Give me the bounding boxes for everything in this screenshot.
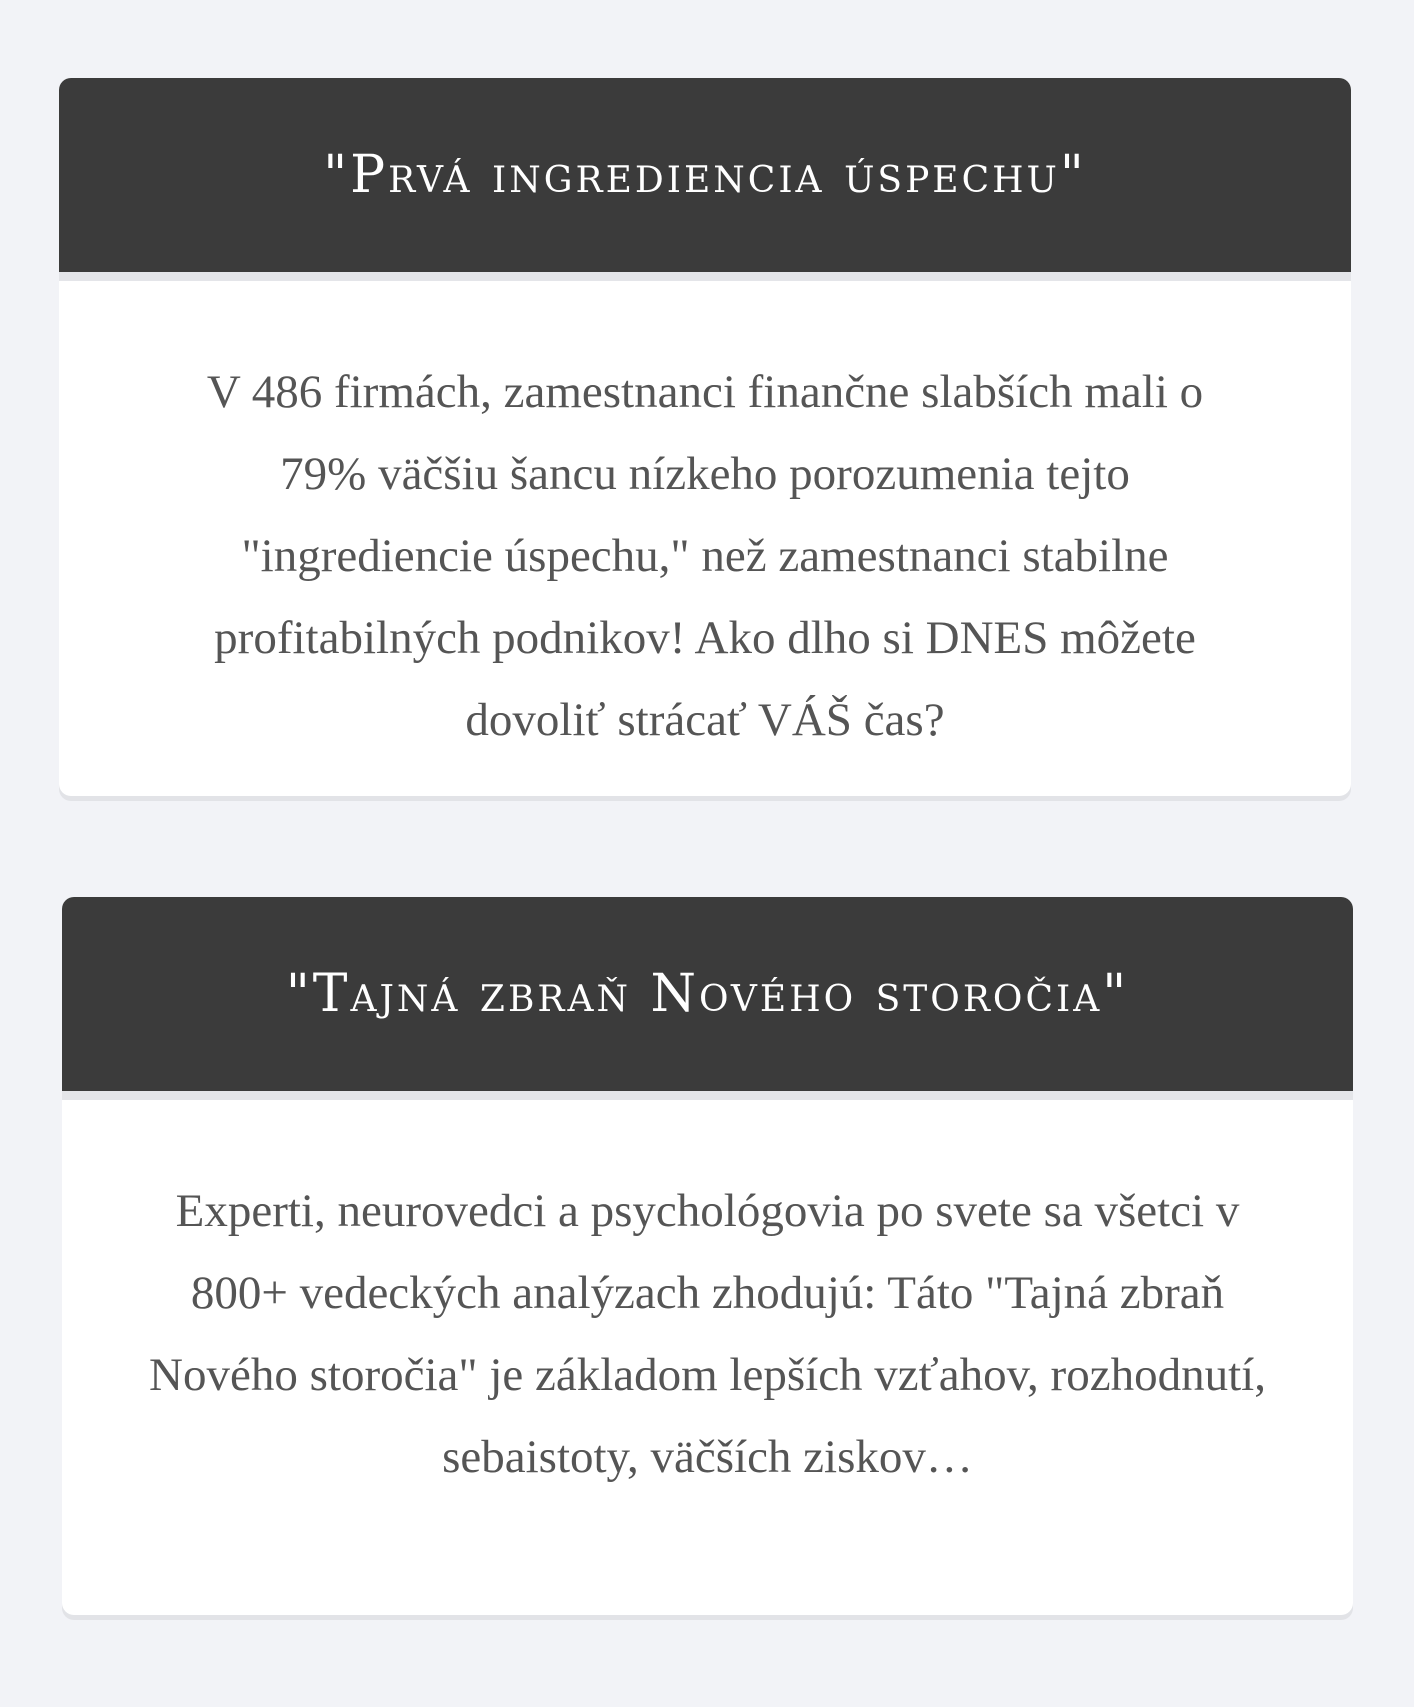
card-header	[59, 78, 1351, 281]
card-description: Experti, neurovedci a psychológovia po svete sa všetci v 800+ vedeckých analýzach zhodujú: Táto "Tajná zbraň Nového storočia" je základom lepších vzťahov, rozhodnutí, sebaistoty, väčších ziskov…	[149, 1185, 1266, 1483]
card-header	[62, 897, 1353, 1100]
card-title: "Tajná zbraň Nového storočia"	[285, 964, 1130, 1024]
info-card-success-ingredient	[59, 78, 1351, 796]
card-description: V 486 firmách, zamestnanci finančne slabších mali o 79% väčšiu šancu nízkeho porozumenia tejto "ingrediencie úspechu," než zamestnanci stabilne profitabilných podnikov! Ako dlho si DNES môžete dovoliť strácať VÁŠ čas?	[206, 366, 1204, 746]
card-title: "Prvá ingrediencia úspechu"	[323, 145, 1087, 205]
info-card-secret-weapon	[62, 897, 1353, 1615]
card-body	[59, 281, 1351, 761]
card-body	[62, 1100, 1353, 1498]
